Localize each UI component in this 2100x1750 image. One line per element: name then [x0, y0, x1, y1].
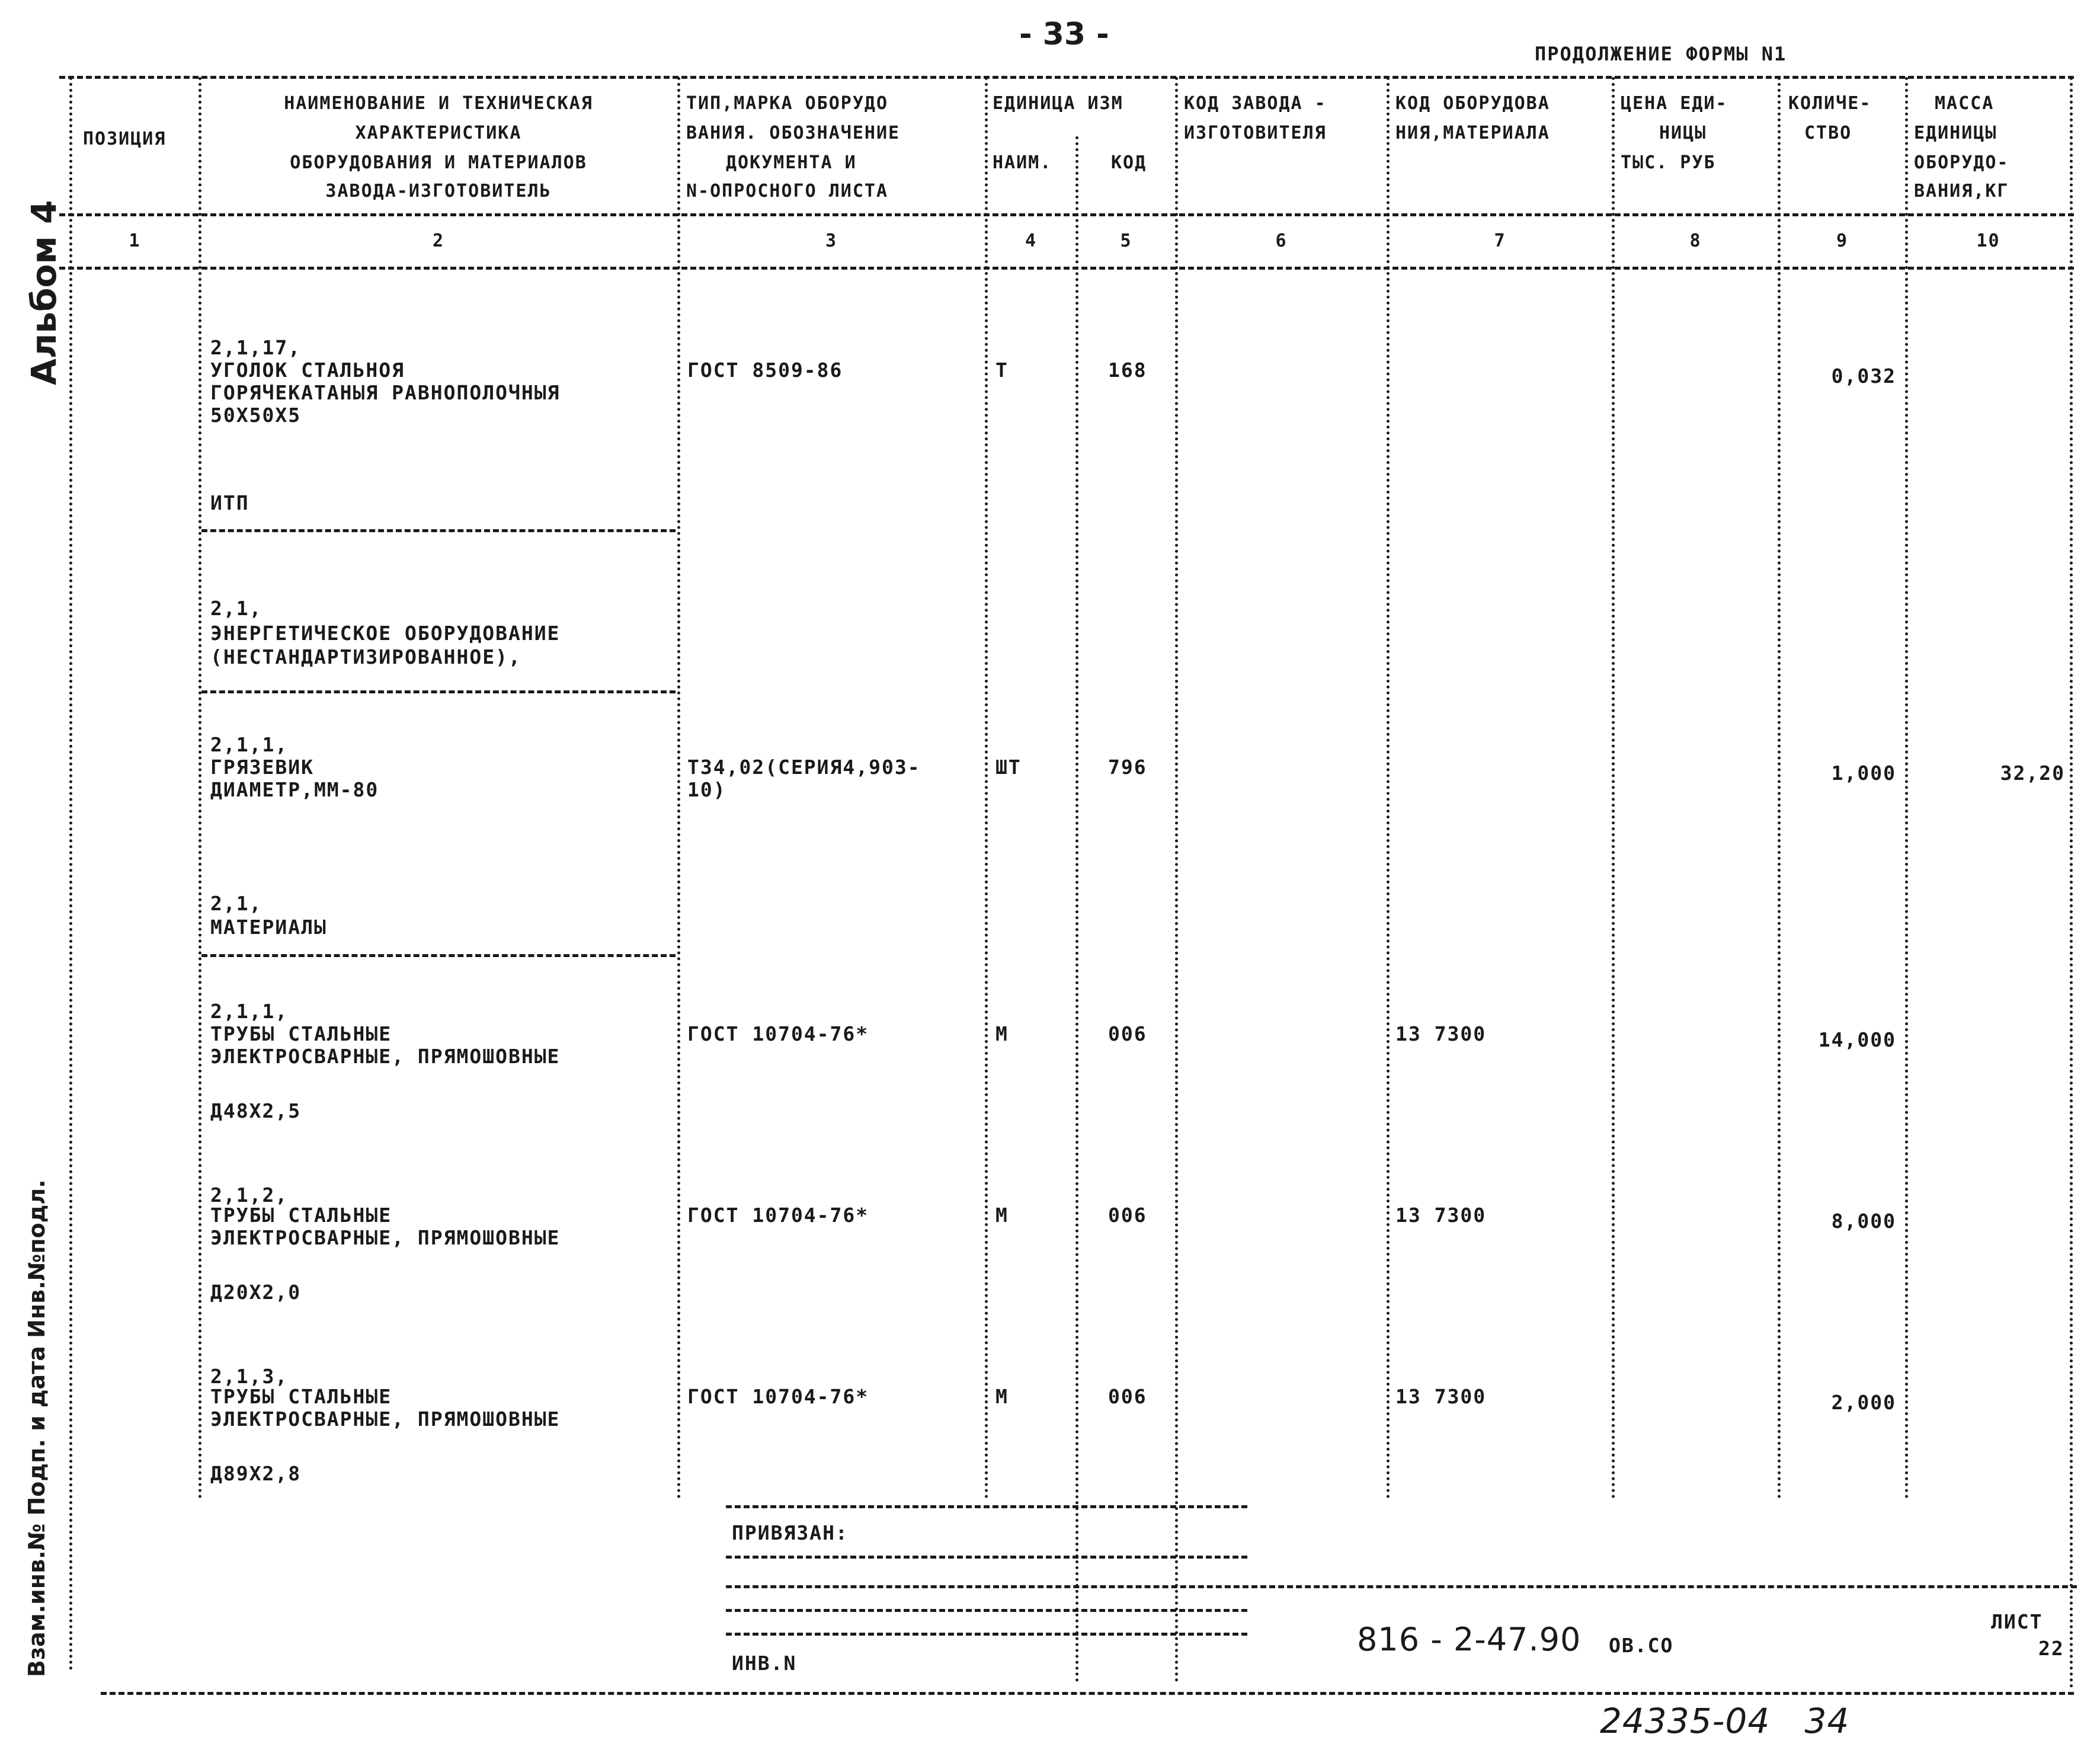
row-name-line: ДИАМЕТР,ММ-80 — [210, 778, 379, 801]
col-sep-7 — [1612, 77, 1615, 1499]
colnum-4: 4 — [1025, 231, 1038, 251]
row-name-line: 2,1, — [210, 597, 262, 620]
row-unit-code: 006 — [1108, 1022, 1147, 1045]
header-mass-4: ВАНИЯ,КГ — [1914, 181, 2009, 201]
rule-bottom — [101, 1692, 2074, 1695]
col-sep-10 — [2070, 77, 2073, 1689]
header-qty-1: КОЛИЧЕ- — [1788, 93, 1872, 114]
colnum-1: 1 — [129, 231, 141, 251]
header-name-1: НАИМЕНОВАНИЕ И ТЕХНИЧЕСКАЯ — [284, 93, 593, 114]
row-mat-code: 13 7300 — [1395, 1022, 1487, 1045]
row-name-line: 2,1,1, — [210, 733, 289, 756]
row-name-line: (НЕСТАНДАРТИЗИРОВАННОЕ), — [210, 645, 521, 668]
row-unit: Т — [995, 359, 1009, 382]
col-sep-8 — [1778, 77, 1781, 1499]
row-name-line: Д48Х2,5 — [210, 1099, 302, 1122]
col-sep-1 — [199, 77, 201, 1499]
row-name-line: Д89Х2,8 — [210, 1462, 302, 1485]
row-name-line: ГРЯЗЕВИК — [210, 756, 314, 779]
row-unit: М — [995, 1022, 1009, 1045]
rule-numbers-bottom — [59, 267, 2074, 270]
header-price-2: НИЦЫ — [1659, 123, 1707, 143]
row-qty: 1,000 — [1831, 762, 1896, 785]
header-equip-code-1: КОД ОБОРУДОВА — [1395, 93, 1550, 114]
stamp-rule-5 — [726, 1633, 1247, 1636]
row-qty: 0,032 — [1831, 364, 1896, 388]
row-mat-code: 13 7300 — [1395, 1204, 1487, 1227]
stamp-doc-suffix: ОВ.СО — [1609, 1634, 1674, 1657]
row-name-line: 2,1,1, — [210, 1000, 289, 1023]
stamp-rule-3 — [726, 1585, 2077, 1588]
row-name-line: ЭНЕРГЕТИЧЕСКОЕ ОБОРУДОВАНИЕ — [210, 622, 561, 645]
stamp-doc-code: 816 - 2-47.90 — [1357, 1621, 1582, 1658]
rule-group-3 — [201, 954, 676, 957]
page-number: - 33 - — [1019, 17, 1109, 52]
colnum-8: 8 — [1689, 231, 1702, 251]
col-sep-4 — [1075, 136, 1078, 1683]
row-unit: М — [995, 1204, 1009, 1227]
row-name-line: МАТЕРИАЛЫ — [210, 916, 327, 939]
col-sep-3 — [985, 77, 988, 1499]
stamp-rule-4 — [726, 1609, 1247, 1612]
row-name-line: ЭЛЕКТРОСВАРНЫЕ, ПРЯМОШОВНЫЕ — [210, 1226, 561, 1249]
stamp-inv: ИНВ.N — [732, 1652, 797, 1675]
row-unit: ШТ — [995, 756, 1022, 779]
row-name-line: ТРУБЫ СТАЛЬНЫЕ — [210, 1022, 392, 1045]
stamp-rule-top — [726, 1505, 1247, 1508]
header-equip-code-2: НИЯ,МАТЕРИАЛА — [1395, 123, 1550, 143]
header-type-2: ВАНИЯ. ОБОЗНАЧЕНИЕ — [686, 123, 901, 143]
rule-header-bottom — [59, 213, 2074, 216]
stamp-sheet-number: 22 — [2038, 1637, 2064, 1660]
stamp-privyazan: ПРИВЯЗАН: — [732, 1521, 849, 1544]
row-name-line: 2,1,2, — [210, 1183, 289, 1207]
stamp-sheet-label: ЛИСТ — [1991, 1610, 2043, 1633]
footer-number: 24335-04 34 — [1600, 1701, 1850, 1741]
header-mass-1: МАССА — [1935, 93, 1995, 114]
header-factory-1: КОД ЗАВОДА - — [1184, 93, 1327, 114]
album-label: Альбом 4 — [24, 200, 64, 385]
header-unit-name: НАИМ. — [993, 152, 1052, 173]
row-unit-code: 006 — [1108, 1204, 1147, 1227]
row-qty: 8,000 — [1831, 1210, 1896, 1233]
row-doc: Т34,02(СЕРИЯ4,903- — [687, 756, 921, 779]
colnum-9: 9 — [1836, 231, 1849, 251]
header-factory-2: ИЗГОТОВИТЕЛЯ — [1184, 123, 1327, 143]
header-name-3: ОБОРУДОВАНИЯ И МАТЕРИАЛОВ — [290, 152, 587, 173]
row-name-line: ИТП — [210, 491, 249, 514]
row-unit: М — [995, 1385, 1009, 1408]
row-qty: 14,000 — [1818, 1028, 1896, 1051]
row-doc: ГОСТ 10704-76* — [687, 1385, 869, 1408]
row-qty: 2,000 — [1831, 1391, 1896, 1414]
header-mass-2: ЕДИНИЦЫ — [1914, 123, 1997, 143]
header-mass-3: ОБОРУДО- — [1914, 152, 2009, 173]
header-name-4: ЗАВОДА-ИЗГОТОВИТЕЛЬ — [325, 181, 552, 201]
col-sep-2 — [677, 77, 680, 1499]
row-doc: ГОСТ 8509-86 — [687, 359, 843, 382]
row-doc: 10) — [687, 778, 726, 801]
col-sep-6 — [1387, 77, 1390, 1499]
row-unit-code: 006 — [1108, 1385, 1147, 1408]
colnum-7: 7 — [1494, 231, 1506, 251]
colnum-5: 5 — [1120, 231, 1132, 251]
header-type-3: ДОКУМЕНТА И — [726, 152, 857, 173]
header-name-2: ХАРАКТЕРИСТИКА — [355, 123, 522, 143]
row-doc: ГОСТ 10704-76* — [687, 1204, 869, 1227]
rule-group-2 — [201, 690, 676, 693]
colnum-2: 2 — [432, 231, 445, 251]
row-name-line: ТРУБЫ СТАЛЬНЫЕ — [210, 1385, 392, 1408]
row-name-line: Д20Х2,0 — [210, 1281, 302, 1304]
colnum-3: 3 — [825, 231, 838, 251]
colnum-6: 6 — [1275, 231, 1288, 251]
row-doc: ГОСТ 10704-76* — [687, 1022, 869, 1045]
header-unit-top: ЕДИНИЦА ИЗМ — [993, 93, 1123, 114]
row-name-line: ЭЛЕКТРОСВАРНЫЕ, ПРЯМОШОВНЫЕ — [210, 1045, 561, 1068]
row-name-line: 2,1, — [210, 892, 262, 915]
row-name-line: ТРУБЫ СТАЛЬНЫЕ — [210, 1204, 392, 1227]
col-sep-5 — [1175, 77, 1178, 1683]
row-name-line: 2,1,3, — [210, 1365, 289, 1388]
header-unit-code: КОД — [1111, 152, 1147, 173]
header-price-3: ТЫС. РУБ — [1621, 152, 1716, 173]
header-type-1: ТИП,МАРКА ОБОРУДО — [686, 93, 889, 114]
header-price-1: ЦЕНА ЕДИ- — [1621, 93, 1728, 114]
row-name-line: ГОРЯЧЕКАТАНЫЯ РАВНОПОЛОЧНЫЯ — [210, 381, 561, 404]
row-name-line: УГОЛОК СТАЛЬНОЯ — [210, 359, 405, 382]
header-qty-2: СТВО — [1804, 123, 1852, 143]
col-sep-9 — [1905, 77, 1908, 1499]
row-unit-code: 796 — [1108, 756, 1147, 779]
stamp-rule-2 — [726, 1556, 1247, 1559]
row-name-line: 50Х50Х5 — [210, 404, 302, 427]
header-position: ПОЗИЦИЯ — [83, 129, 167, 149]
rule-top — [59, 76, 2074, 79]
side-stamp-label: Взам.инв.№ Подп. и дата Инв.№подл. — [24, 1179, 50, 1677]
colnum-10: 10 — [1976, 231, 2000, 251]
rule-group-1 — [201, 529, 676, 532]
header-type-4: N-ОПРОСНОГО ЛИСТА — [686, 181, 889, 201]
continuation-label: ПРОДОЛЖЕНИЕ ФОРМЫ N1 — [1535, 43, 1787, 65]
row-mass: 32,20 — [2000, 762, 2065, 785]
row-name-line: ЭЛЕКТРОСВАРНЫЕ, ПРЯМОШОВНЫЕ — [210, 1407, 561, 1431]
row-unit-code: 168 — [1108, 359, 1147, 382]
row-name-line: 2,1,17, — [210, 336, 302, 359]
row-mat-code: 13 7300 — [1395, 1385, 1487, 1408]
col-sep-0 — [69, 77, 72, 1671]
